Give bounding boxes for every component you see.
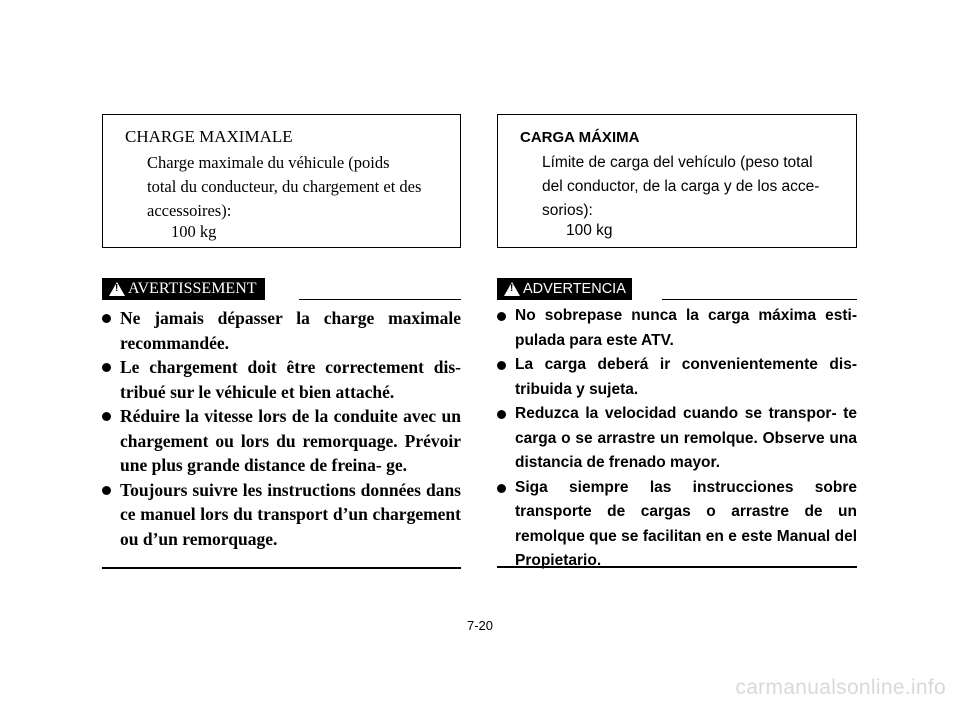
bullet-icon bbox=[497, 312, 506, 321]
spanish-warning-badge bbox=[497, 278, 632, 300]
spanish-bottom-rule bbox=[497, 566, 857, 568]
page-number: 7-20 bbox=[466, 618, 494, 633]
warning-triangle-icon bbox=[504, 282, 520, 296]
french-spec-title: CHARGE MAXIMALE bbox=[125, 127, 293, 146]
bullet-icon bbox=[497, 484, 506, 493]
list-item: No sobrepase nunca la carga máxima esti- pulada para este ATV. bbox=[497, 304, 857, 353]
bullet-icon bbox=[497, 410, 506, 419]
spanish-spec-line: del conductor, de la carga y de los acce- bbox=[542, 178, 820, 195]
french-warning-list bbox=[102, 306, 461, 551]
list-item: Le chargement doit être correctement dis- tribué sur le véhicule et bien attaché. bbox=[102, 355, 461, 404]
french-warning-label: AVERTISSEMENT bbox=[128, 280, 257, 297]
bullet-icon bbox=[102, 412, 111, 421]
list-item: La carga deberá ir convenientemente dis- tribuida y sujeta. bbox=[497, 353, 857, 402]
spanish-warning-list bbox=[497, 304, 857, 574]
warning-triangle-icon bbox=[109, 282, 125, 296]
french-spec-line: accessoires): bbox=[147, 201, 232, 220]
spanish-warning-label: ADVERTENCIA bbox=[523, 281, 626, 297]
french-warning-badge bbox=[102, 278, 265, 300]
french-spec-value: 100 kg bbox=[171, 222, 217, 241]
french-spec-line: total du conducteur, du chargement et des bbox=[147, 177, 422, 196]
bullet-icon bbox=[102, 314, 111, 323]
list-item: Réduire la vitesse lors de la conduite avec un chargement ou lors du remorquage. Prévoir une plus grande distance de freina- ge. bbox=[102, 404, 461, 478]
french-warning-header bbox=[102, 278, 461, 300]
spanish-spec-line: sorios): bbox=[542, 202, 593, 219]
french-warning-underline bbox=[299, 299, 461, 300]
bullet-icon bbox=[497, 361, 506, 370]
watermark: carmanualsonline.info bbox=[735, 676, 946, 699]
spanish-spec-text bbox=[542, 151, 819, 223]
list-item: Toujours suivre les instructions données dans ce manuel lors du transport d’un chargement ou d’un remorquage. bbox=[102, 478, 461, 552]
list-item: Siga siempre las instrucciones sobre transporte de cargas o arrastre de un remolque que se facilitan en e este Manual del Propietario. bbox=[497, 476, 857, 574]
spanish-spec-box bbox=[497, 114, 857, 248]
french-bottom-rule bbox=[102, 567, 461, 569]
spanish-warning-header bbox=[497, 278, 857, 300]
spanish-spec-value: 100 kg bbox=[566, 222, 613, 239]
spanish-warning-underline bbox=[662, 299, 857, 300]
list-item: Ne jamais dépasser la charge maximale recommandée. bbox=[102, 306, 461, 355]
spanish-spec-line: Límite de carga del vehículo (peso total bbox=[542, 154, 813, 171]
spanish-spec-title: CARGA MÁXIMA bbox=[520, 129, 640, 146]
french-spec-line: Charge maximale du véhicule (poids bbox=[147, 153, 390, 172]
list-item: Reduzca la velocidad cuando se transpor- te carga o se arrastre un remolque. Observe una distancia de frenado mayor. bbox=[497, 402, 857, 476]
bullet-icon bbox=[102, 363, 111, 372]
french-spec-text bbox=[147, 151, 421, 223]
bullet-icon bbox=[102, 486, 111, 495]
french-spec-box bbox=[102, 114, 461, 248]
